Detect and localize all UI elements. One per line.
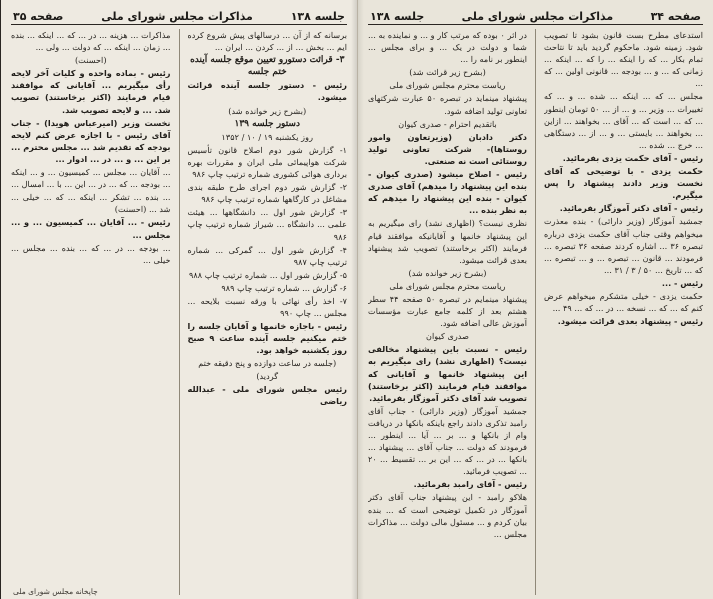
paragraph: باتقدیم احترام - صدری کیوان <box>398 118 497 129</box>
page-35 <box>1 0 357 599</box>
paragraph: رئیس - بماده واحده و کلیات آخر لایحه رأی میگیریم ... آقایانی که موافقند قیام فرمایند (اکثر برخاستند) تصویب شد. ... و لایحه تصویب شد. <box>11 68 171 115</box>
paragraph: (جلسه در ساعت دوازده و پنج دقیقه ختم گردید) <box>198 358 337 381</box>
paragraph: پیشنهاد مینماید در تبصره ۵۰ عبارت شرکتهای تعاونی تولید اضافه شود. <box>368 93 528 116</box>
paragraph: رئیس - آقای رامبد بفرمائید. <box>413 479 528 490</box>
paragraph: رئیس - نسبت باین پیشنهاد مخالفی نیست؟ (اظهاری نشد) رای میگیریم به این پیشنهاد خانمها و آقایانی که موافقند قیام فرمایند (اکثر برخاستند) تصویب شد آقای دکتر آموزگار بفرمائید. <box>368 344 528 403</box>
page-header <box>11 8 347 25</box>
column-right <box>544 29 703 595</box>
paragraph: رئیس مجلس شورای ملی - عبدالله ریاضی <box>187 383 347 406</box>
text-columns <box>11 29 347 595</box>
paragraph: ۲- گزارش شور دوم اجرای طرح طبقه بندی مشاغل در کارگاهها شماره ترتیب چاپ ۹۸۶ <box>187 182 347 205</box>
paragraph: جمشید آموزگار (وزیر دارائی) - جناب آقای رامبد تذکری دادند راجع باینکه بانکها در دریافت وام از بانکها و ... بر ... آیا ... اینطور ... فرمودند که دولت ... جناب آقای ... پیشنهاد ... بانکها ... در ... که ... این بر ... تقسیط ... ۲۰ ... تصویب فرمائید. <box>368 405 528 477</box>
paragraph: ۱- گزارش شور دوم اصلاح قانون تأسیس شرکت هواپیمائی ملی ایران و مقررات بهره برداری هوائی کشوری شماره ترتیب چاپ ۹۸۶ <box>187 144 347 180</box>
paragraph: پیشنهاد مینمایم در تبصره ۵۰ صفحه ۴۴ سطر هشتم بعد از کلمه جامع عبارت مؤسسات آموزش عالی اضافه شود. <box>368 293 528 329</box>
publication-title: مذاکرات مجلس شورای ملی <box>461 9 614 23</box>
paragraph: ... بنده ... تشکر ... اینکه ... که ... خیلی ... شد ... (احسنت) <box>11 192 171 215</box>
paragraph: رئیس - دستور جلسه آینده قرائت میشود. <box>187 80 347 103</box>
paragraph: رئیس - ... <box>661 277 703 288</box>
paragraph: ۴- گزارش شور اول ... گمرکی ... شماره ترتیب چاپ ۹۸۷ <box>187 244 347 267</box>
paragraph: ۵- گزارش شور اول ... شماره ترتیب چاپ ۹۸۸ <box>188 269 347 280</box>
paragraph: ... بودجه ... در ... که ... بنده ... مجلس ... خیلی ... <box>11 242 171 265</box>
paragraph: برسانه که از آن ... درسالهای پیش شروع کرده ایم ... بخش ... از ... کردن ... ایران ... <box>187 30 347 53</box>
paragraph: حکمت یزدی - با توضیحی که آقای نخست وزیر دادند پیشنهاد را پس میگیرم. <box>543 166 703 201</box>
paragraph: جمشید آموزگار (وزیر دارائی) - بنده معذرت میخواهم وقتی جناب آقای حکمت یزدی درباره تبصره ۳۶ ... اشاره کردند صفحه ۳۶ تبصره ... فرمودند ... قانون ... تبصره ... و ... تبصره ... که ... تاریخ ... ۵۰ / ۳ / ۳۱ ... <box>543 216 703 275</box>
column-left <box>368 29 527 595</box>
page-number: صفحه ۳۴ <box>650 9 701 23</box>
paragraph: (بشرح زیر قرائت شد) <box>409 67 486 78</box>
paragraph: ۳- قرائت دستورو تعیین موقع جلسه آینده ختم جلسه <box>190 55 345 78</box>
paragraph: رئیس - اصلاح میشود (صدری کیوان - بنده این پیشنهاد را میدهم) آقای صدری کیوان - بنده این پیشنهاد را میدهم که به نظر بنده ... <box>368 169 528 216</box>
gutter-shadow <box>351 0 357 599</box>
column-right <box>187 29 347 595</box>
paragraph: در اثر ۰ بوده که مرتب کار و ... و نماینده به ... شما و دولت در یک ... و برای مجلس ... اینطور بر نامه را ... <box>368 30 528 65</box>
page-34 <box>357 0 713 599</box>
paragraph: (بشرح زیر خوانده شد) <box>228 105 307 116</box>
paragraph: دکتر دادبان (وزیرتعاون وامور روستاها)- شرکت تعاونی تولید روستائی است نه صنعتی. <box>368 131 528 166</box>
paragraph: (بشرح زیر خوانده شد) <box>408 267 487 278</box>
session-number: جلسه ۱۳۸ <box>370 9 425 23</box>
paragraph: دستور جلسه ۱۳۹ <box>234 118 300 129</box>
paragraph: مذاکرات ... هزینه ... در ... که ... اینکه ... بنده ... زمان ... اینکه ... که دولت ... ولی ... <box>11 30 171 53</box>
paragraph: نخست وزیر (امیرعباس هویدا) - جناب آقای رئیس - با اجازه عرض کنم لایحه بودجه که تقدیم شد ... مجلس محترم ... بر این ... و ... در ... ادوار ... <box>11 117 171 164</box>
paragraph: استدعای مطرح بست قانون بشود تا تصویب شود. زمینه شود. ماحکوم گردید باید تا نتاحث تمام بکار ... که را اینکه ... را که ... اینکه ... زمانی که ... و ... بودجه ... قانونی اولین ... که ... <box>543 30 703 89</box>
page-number: صفحه ۳۵ <box>13 9 64 23</box>
paragraph: حکمت یزدی - خیلی متشکرم میخواهم عرض کنم که ... که ... نسخه ... در ... که ... ۴۹ ... <box>543 290 703 314</box>
paragraph: رئیس - ... آقایان ... کمیسیون ... و ... مجلس ... <box>11 217 171 240</box>
printer-footer: چاپخانه مجلس شورای ملی <box>13 587 98 596</box>
paragraph: ... آقایان ... مجلس ... کمیسیون ... و ... اینکه ... بودجه ... که ... در ... این ... با ... امسال ... <box>11 167 171 190</box>
paragraph: مجلس ... که ... اینکه ... شده ... و ... که تغییرات ... وزیر ... و ... از ... ۵۰ تومان اینطور ... که ... است که ... آقای ... بخواهند ... ازاین ... بخواهند ... بایستی ... و ... از ... دستگاهی ... خرج ... شده ... <box>543 91 703 150</box>
page-header <box>368 8 703 25</box>
gutter-shadow <box>358 0 364 599</box>
publication-title: مذاکرات مجلس شورای ملی <box>101 9 253 23</box>
column-divider <box>179 29 180 595</box>
paragraph: روز یکشنبه ۱۹ / ۱۰ / ۱۳۵۲ <box>221 131 314 142</box>
paragraph: ریاست محترم مجلس شورای ملی <box>389 280 506 291</box>
paragraph: (احسنت) <box>74 55 107 66</box>
column-divider <box>535 29 536 595</box>
column-left <box>11 29 171 595</box>
paragraph: نظری نیست؟ (اظهاری نشد) رای میگیریم به این پیشنهاد خانمها و آقایانیکه موافقند قیام فرمایند (اکثر برخاستند) تصویب شد پیشنهاد بعدی قرائت میشود. <box>368 218 528 265</box>
paragraph: صدری کیوان <box>425 331 470 342</box>
paragraph: ۶- گزارش ... شماره ترتیب چاپ ۹۸۹ <box>221 282 347 293</box>
paragraph: رئیس - آقای حکمت یزدی بفرمائید. <box>562 152 703 163</box>
paragraph: رئیس - آقای دکتر آموزگار بفرمائید. <box>559 203 703 214</box>
paragraph: رئیس - پیشنهاد بعدی قرائت میشود. <box>557 316 703 327</box>
paragraph: ۷- اخذ رأی نهائی با ورقه نسبت بلایحه ... مجلس ... چاپ ۹۹۰ <box>187 295 347 319</box>
paragraph: رئیس - باجازه خانمها و آقایان جلسه را ختم میکنیم جلسه آینده ساعت ۹ صبح روز یکشنبه خواهد بود. <box>187 321 347 356</box>
text-columns <box>368 29 703 595</box>
paragraph: هلاکو رامبد - این پیشنهاد جناب آقای دکتر آموزگار در تکمیل توضیحی است که ... بنده بیان کردم و ... مسئول مالی دولت ... مذاکرات مجلس ... <box>368 492 528 539</box>
paragraph: ۳- گزارش شور اول ... دانشگاهها ... هیئت علمی ... دانشگاه ... شیراز شماره ترتیب چاپ ۹۸۶ <box>187 207 347 242</box>
paragraph: ریاست محترم مجلس شورای ملی <box>389 80 506 91</box>
session-number: جلسه ۱۳۸ <box>290 9 345 23</box>
